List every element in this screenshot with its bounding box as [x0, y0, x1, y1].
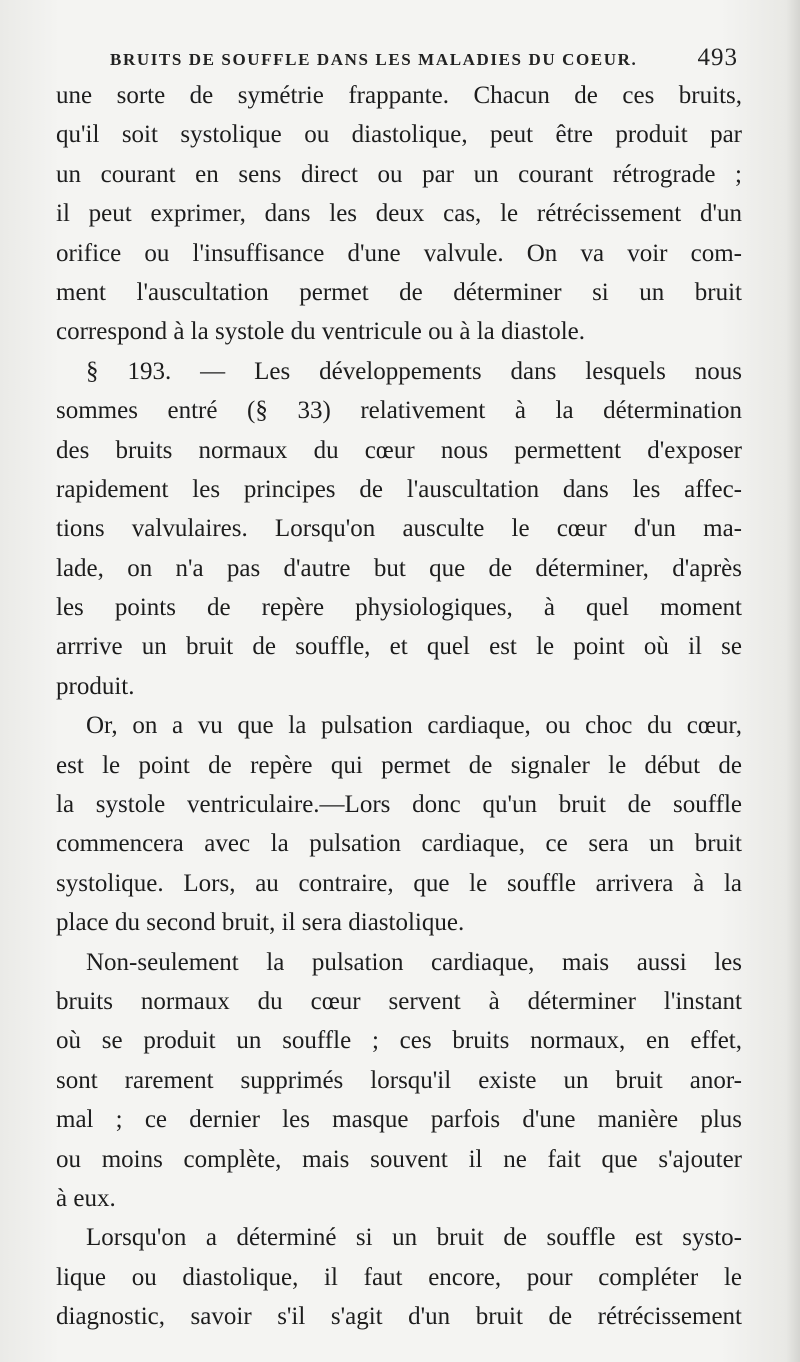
- text-line: lique ou diastolique, il faut encore, pour compléter le: [56, 1263, 742, 1291]
- text-line: qu'il soit systolique ou diastolique, peut être produit par: [56, 121, 742, 149]
- page-number: 493: [697, 44, 738, 71]
- text-line: les points de repère physiologiques, à quel moment: [56, 594, 742, 622]
- text-line: orifice ou l'insuffisance d'une valvule. On va voir com-: [56, 239, 742, 267]
- text-line: un courant en sens direct ou par un courant rétrograde ;: [56, 160, 742, 188]
- paragraph-start-line: Non-seulement la pulsation cardiaque, mais aussi les: [86, 948, 742, 976]
- paragraph-start-line: Lorsqu'on a déterminé si un bruit de souffle est systo-: [86, 1224, 742, 1252]
- text-line: tions valvulaires. Lorsqu'on ausculte le cœur d'un ma-: [56, 515, 742, 543]
- text-line: ment l'auscultation permet de déterminer si un bruit: [56, 278, 742, 306]
- text-line: correspond à la systole du ventricule ou à la diastole.: [56, 318, 586, 346]
- text-line: commencera avec la pulsation cardiaque, ce sera un bruit: [56, 830, 742, 858]
- text-line: à eux.: [56, 1184, 116, 1212]
- section-heading-line: § 193. — Les développements dans lesquels nous: [86, 357, 742, 385]
- text-line: sommes entré (§ 33) relativement à la détermination: [56, 397, 742, 425]
- page-header: [110, 44, 738, 74]
- running-title: BRUITS DE SOUFFLE DANS LES MALADIES DU COEUR.: [110, 50, 638, 69]
- body-text: [56, 76, 742, 1337]
- paragraph-start-line: Or, on a vu que la pulsation cardiaque, ou choc du cœur,: [86, 712, 742, 740]
- text-line: mal ; ce dernier les masque parfois d'une manière plus: [56, 1106, 742, 1134]
- text-line: une sorte de symétrie frappante. Chacun de ces bruits,: [56, 82, 742, 109]
- page-edge-shadow: [786, 0, 800, 1362]
- text-line: est le point de repère qui permet de signaler le début de: [56, 751, 742, 779]
- text-line: la systole ventriculaire.—Lors donc qu'un bruit de souffle: [56, 791, 742, 819]
- text-line: où se produit un souffle ; ces bruits normaux, en effet,: [56, 1027, 742, 1055]
- text-line: il peut exprimer, dans les deux cas, le rétrécissement d'un: [56, 200, 742, 228]
- text-line: arrrive un bruit de souffle, et quel est le point où il se: [56, 633, 742, 661]
- text-line: bruits normaux du cœur servent à déterminer l'instant: [56, 987, 742, 1015]
- text-line: des bruits normaux du cœur nous permettent d'exposer: [56, 436, 742, 464]
- text-line: ou moins complète, mais souvent il ne fait que s'ajouter: [56, 1145, 742, 1173]
- text-line: place du second bruit, il sera diastolique.: [56, 909, 465, 937]
- text-line: lade, on n'a pas d'autre but que de déterminer, d'après: [56, 554, 742, 582]
- text-line: diagnostic, savoir s'il s'agit d'un bruit de rétrécissement: [56, 1303, 742, 1331]
- text-line: rapidement les principes de l'auscultation dans les affec-: [56, 475, 742, 503]
- text-line: systolique. Lors, au contraire, que le souffle arrivera à la: [56, 869, 742, 897]
- text-line: produit.: [56, 672, 135, 700]
- text-line: sont rarement supprimés lorsqu'il existe un bruit anor-: [56, 1066, 742, 1094]
